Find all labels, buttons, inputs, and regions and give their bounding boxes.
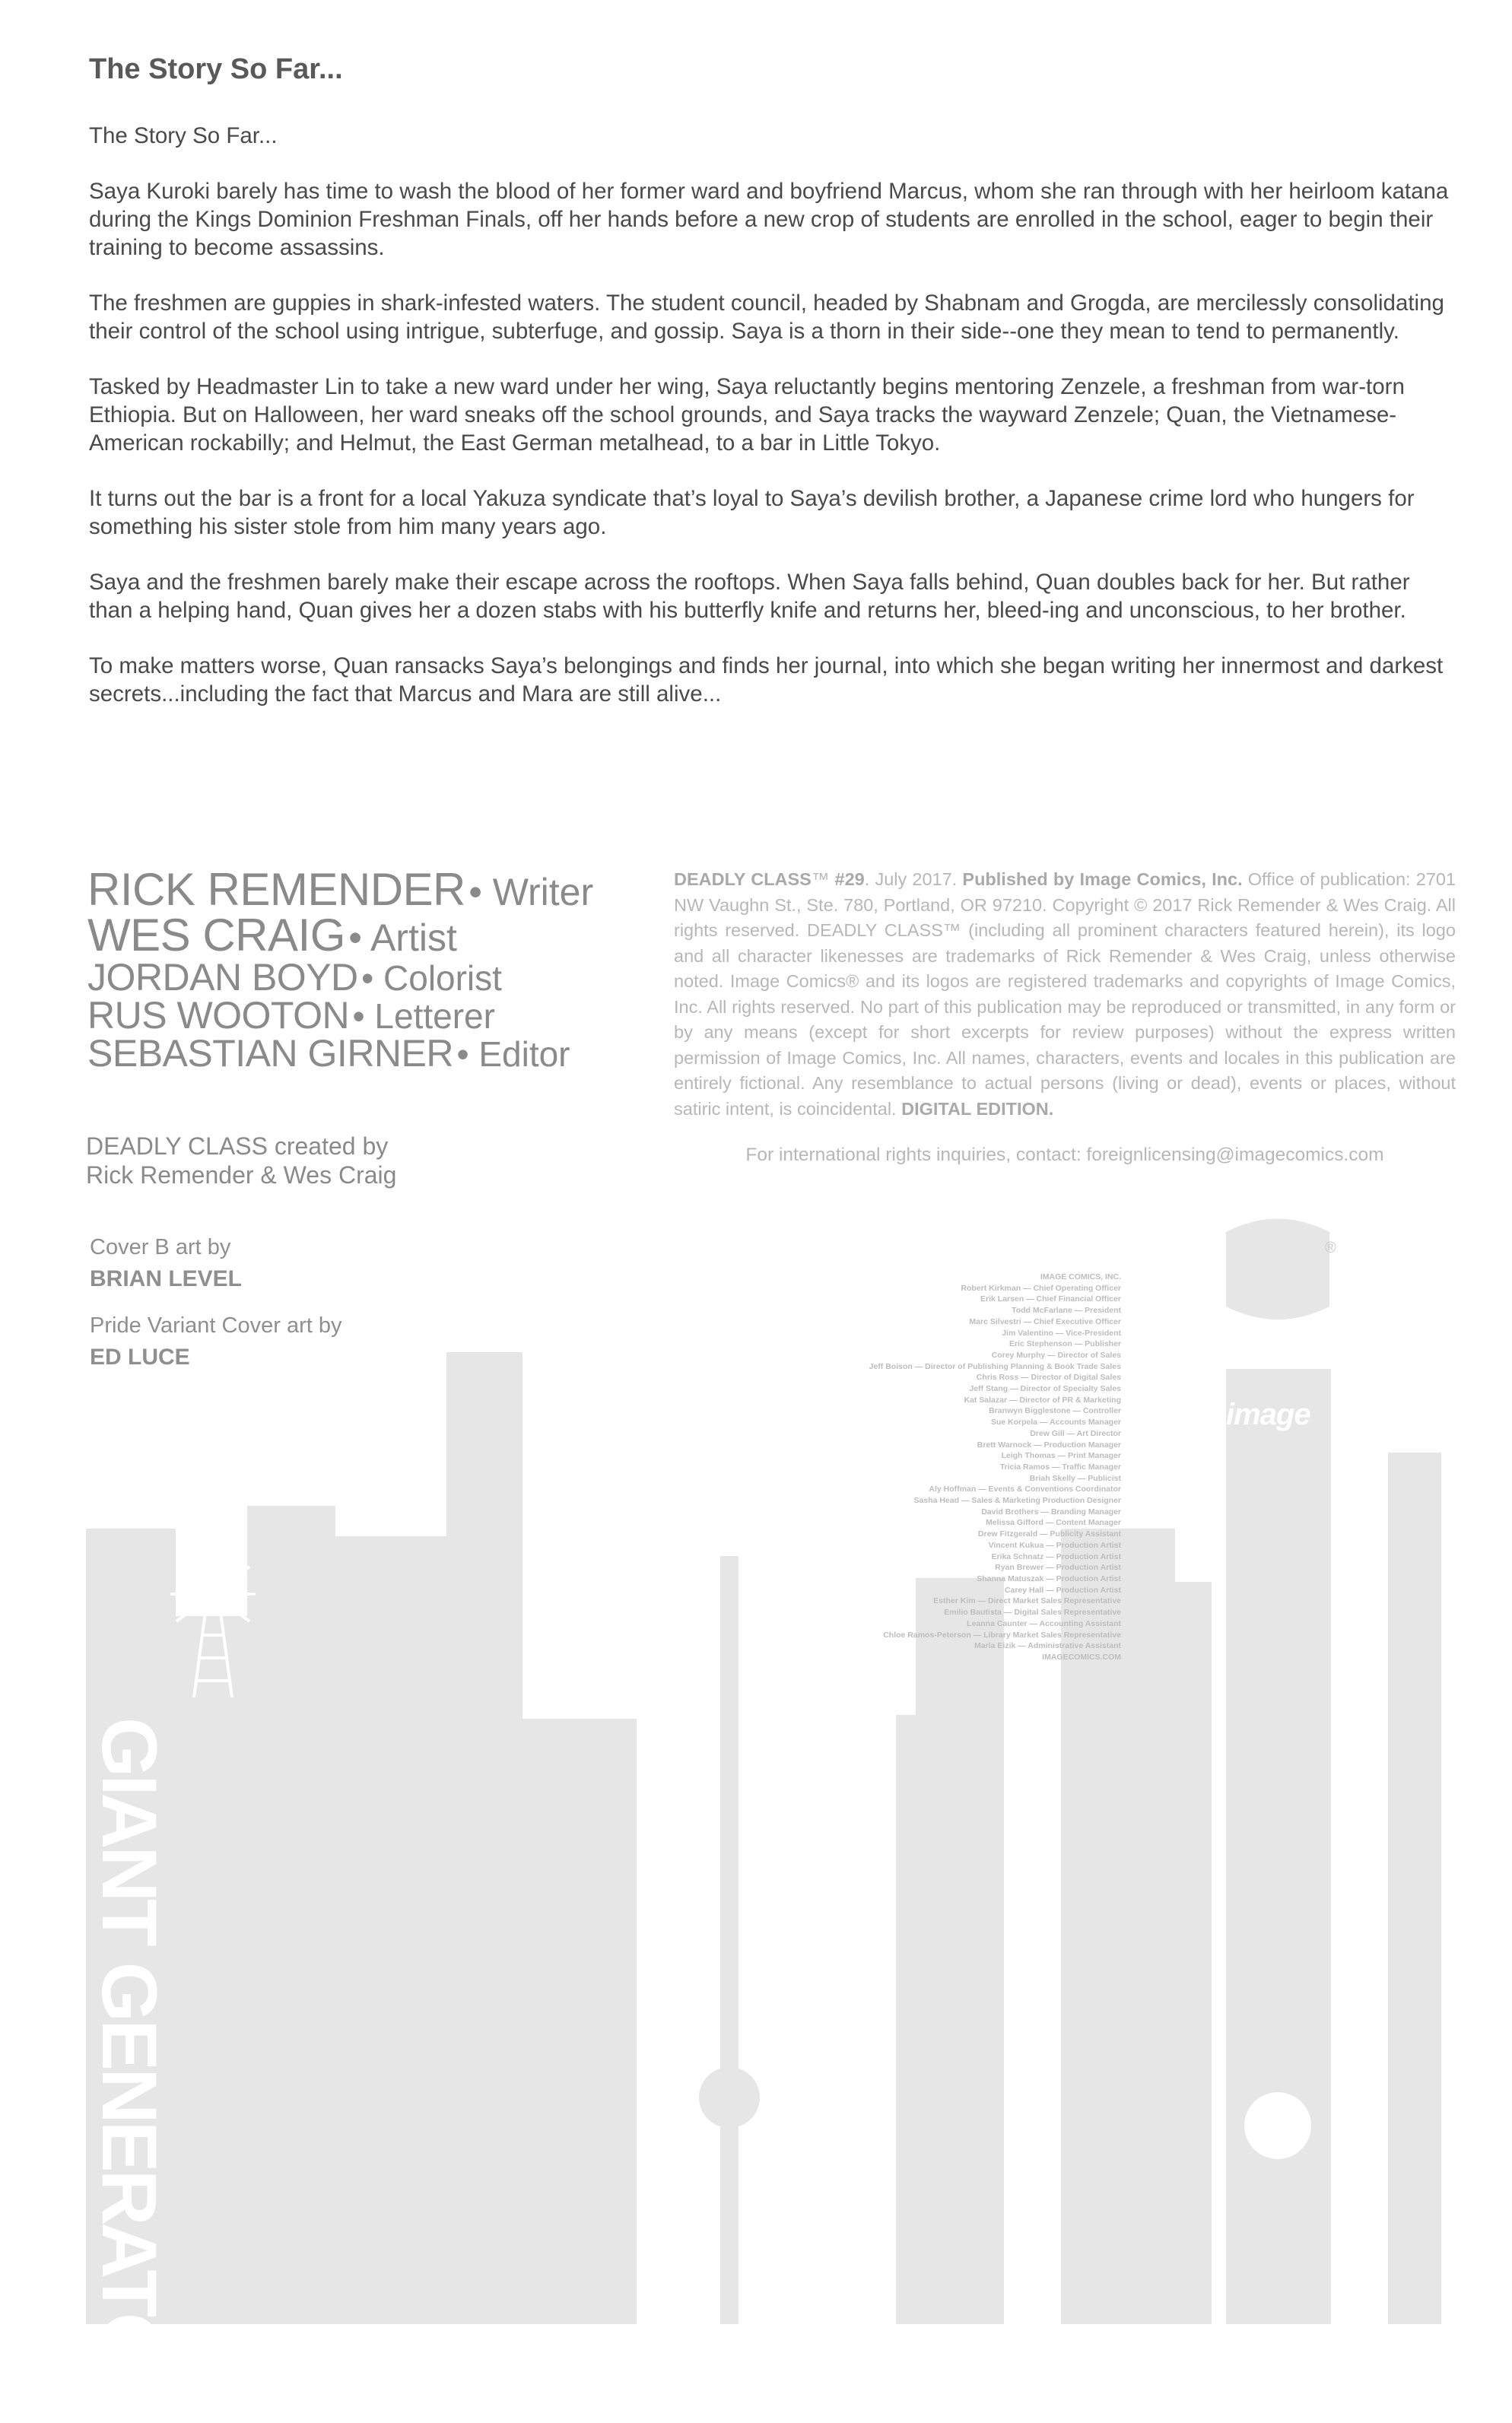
staff-line: Brett Warnock — Production Manager <box>977 1440 1121 1450</box>
staff-line: Erik Larsen — Chief Financial Officer <box>980 1294 1121 1304</box>
created-by <box>86 1132 396 1189</box>
tower-orb <box>699 2067 760 2128</box>
staff-line: Todd McFarlane — President <box>1012 1306 1121 1316</box>
staff-line: Drew Gill — Art Director <box>1030 1428 1121 1438</box>
story-paragraph: The freshmen are guppies in shark-infested waters. The student council, headed by Shabnam and Grogda, are mercilessly consolidating their control of the school using intrigue, subterfuge, and gossip. Saya is a thorn in their side--one they mean to tend to permanently. <box>89 291 1444 344</box>
legal-issue: #29 <box>829 869 865 889</box>
staff-line: Tricia Ramos — Traffic Manager <box>999 1462 1121 1472</box>
legal-publisher: Published by Image Comics, Inc. <box>962 869 1243 889</box>
staff-line: Chloe Ramos-Peterson — Library Market Sales Representative <box>883 1630 1121 1640</box>
credit-role: • Writer <box>469 871 594 913</box>
staff-line: Esther Kim — Direct Market Sales Representative <box>933 1596 1121 1606</box>
legal-body: Office of publication: 2701 NW Vaughn St., Ste. 780, Portland, OR 97210. Copyright © 2017 Rick Remender & Wes Craig. All rights reserved. DEADLY CLASS™ (including all prominent characters featured herein), its logo and all character likenesses are trademarks of Rick Remender & Wes Craig, unless otherwise noted. Image Comics® and its logos are registered trademarks and copyrights of Image Comics, Inc. All rights reserved. No part of this publication may be reproduced or transmitted, in any form or by any means (except for short excerpts for review purposes) without the express written permission of Image Comics, Inc. All names, characters, events and locales in this publication are entirely fictional. Any resemblance to actual persons (living or dead), events or places, without satiric intent, is coincidental. <box>674 869 1456 1119</box>
cover-label: Cover B art by <box>90 1235 231 1259</box>
credit-role: • Artist <box>348 916 457 959</box>
image-logo-dot <box>1226 1219 1329 1320</box>
created-by-line: DEADLY CLASS created by <box>86 1132 389 1160</box>
cover-label: Pride Variant Cover art by <box>90 1313 342 1338</box>
staff-line: Jeff Stang — Director of Specialty Sales <box>969 1384 1121 1394</box>
staff-line: IMAGECOMICS.COM <box>1042 1652 1121 1662</box>
staff-line: Kat Salazar — Director of PR & Marketing <box>964 1395 1121 1405</box>
building <box>1175 1582 1212 2324</box>
building <box>446 1352 523 2324</box>
staff-line: Carey Hall — Production Artist <box>1004 1585 1121 1595</box>
story-paragraph: To make matters worse, Quan ransacks Saya’s belongings and finds her journal, into which she began writing her innermost and darkest secrets...including the fact that Marcus and Mara are still alive... <box>89 653 1444 707</box>
building <box>173 1616 249 2324</box>
staff-line: Branwyn Bigglestone — Controller <box>989 1406 1121 1416</box>
staff-list <box>707 1272 1121 1663</box>
credit-role: • Colorist <box>361 958 502 998</box>
legal-tm: ™ <box>811 869 830 889</box>
credit-role: • Letterer <box>352 996 495 1036</box>
staff-line: Chris Ross — Director of Digital Sales <box>976 1373 1121 1383</box>
credit-name: RICK REMENDER <box>87 864 465 915</box>
legal-date: . July 2017. <box>864 869 963 889</box>
image-logo-wordmark: image <box>1226 1398 1310 1431</box>
registered-mark: ® <box>1325 1240 1336 1256</box>
image-logo-stem <box>1226 1369 1331 2324</box>
story-paragraph: Saya Kuroki barely has time to wash the blood of her former ward and boyfriend Marcus, whom she ran through with her heirloom katana during the Kings Dominion Freshman Finals, off her hands before a new crop of students are enrolled in the school, eager to begin their training to become assassins. <box>89 179 1449 260</box>
staff-line: Melissa Gifford — Content Manager <box>986 1518 1121 1528</box>
story-paragraph: Tasked by Headmaster Lin to take a new ward under her wing, Saya reluctantly begins mentoring Zenzele, a freshman from war-torn Ethiopia. But on Halloween, her ward sneaks off the school grounds, and Saya tracks the wayward Zenzele; Quan, the Vietnamese-American rockabilly; and Helmut, the East German metalhead, to a bar in Little Tokyo. <box>89 374 1405 456</box>
building <box>1388 1453 1441 2324</box>
staff-line: Aly Hoffman — Events & Conventions Coordinator <box>929 1485 1121 1494</box>
staff-line: Marla Eizik — Administrative Assistant <box>974 1641 1121 1651</box>
staff-line: Emilio Bautista — Digital Sales Representative <box>944 1608 1121 1618</box>
building <box>335 1536 446 2324</box>
cover-artist: ED LUCE <box>90 1345 190 1370</box>
legal-notice <box>674 867 1456 1122</box>
international-rights: For international rights inquiries, contact: foreignlicensing@imagecomics.com <box>745 1145 1384 1165</box>
legal-edition: DIGITAL EDITION. <box>901 1098 1054 1119</box>
tower-spire <box>720 1556 739 2324</box>
staff-line: David Brothers — Branding Manager <box>981 1507 1121 1516</box>
legal-title: DEADLY CLASS <box>674 869 812 889</box>
staff-line: Ryan Brewer — Production Artist <box>995 1563 1121 1573</box>
cover-credit <box>90 1313 342 1370</box>
staff-line: Sasha Head — Sales & Marketing Production Designer <box>913 1496 1121 1506</box>
tower-spire <box>1269 1993 1287 2084</box>
staff-line: Leanna Caunter — Accounting Assistant <box>967 1618 1121 1628</box>
story-paragraph: Saya and the freshmen barely make their escape across the rooftops. When Saya falls behind, Quan doubles back for her. But rather than a helping hand, Quan gives her a dozen stabs with his butterfly knife and returns her, bleed-ing and unconscious, to her brother. <box>89 570 1410 623</box>
page-title: The Story So Far... <box>89 53 343 85</box>
staff-line: Vincent Kukua — Production Artist <box>988 1540 1121 1550</box>
staff-line: Jeff Boison — Director of Publishing Planning & Book Trade Sales <box>869 1361 1121 1371</box>
credits-block <box>87 864 594 1075</box>
building <box>916 1578 1004 2324</box>
story-paragraph: The Story So Far... <box>89 123 278 148</box>
credit-name: SEBASTIAN GIRNER <box>87 1032 453 1075</box>
staff-line: Erika Schnatz — Production Artist <box>991 1551 1121 1561</box>
giant-generator-logo: GIANT GENERATOR <box>86 1717 173 2423</box>
cover-credit <box>90 1235 242 1292</box>
staff-line: Robert Kirkman — Chief Operating Officer <box>961 1283 1121 1293</box>
created-by-line: Rick Remender & Wes Craig <box>86 1161 397 1189</box>
building <box>523 1719 637 2324</box>
staff-line: Sue Korpela — Accounts Manager <box>990 1418 1121 1427</box>
credit-name: JORDAN BOYD <box>87 956 358 999</box>
staff-line: Eric Stephenson — Publisher <box>1009 1339 1121 1349</box>
building <box>896 1715 916 2324</box>
staff-line: Briah Skelly — Publicist <box>1029 1473 1121 1483</box>
building <box>247 1506 335 2324</box>
staff-line: IMAGE COMICS, INC. <box>1040 1272 1121 1281</box>
cover-artist: BRIAN LEVEL <box>90 1266 243 1291</box>
credit-role: • Editor <box>456 1034 570 1074</box>
staff-line: Corey Murphy — Director of Sales <box>991 1350 1121 1360</box>
staff-line: Drew Fitzgerald — Publicity Assistant <box>977 1529 1121 1539</box>
staff-line: Shanna Matuszak — Production Artist <box>977 1574 1121 1583</box>
credit-name: WES CRAIG <box>87 910 345 961</box>
staff-line: Marc Silvestri — Chief Executive Officer <box>969 1316 1121 1326</box>
credit-name: RUS WOOTON <box>87 994 350 1037</box>
story-paragraph: It turns out the bar is a front for a local Yakuza syndicate that’s loyal to Saya’s devilish brother, a Japanese crime lord who hungers for something his sister stole from him many years ago. <box>89 486 1415 539</box>
staff-line: Leigh Thomas — Print Manager <box>1001 1451 1121 1461</box>
staff-line: Jim Valentino — Vice-President <box>1002 1328 1121 1338</box>
